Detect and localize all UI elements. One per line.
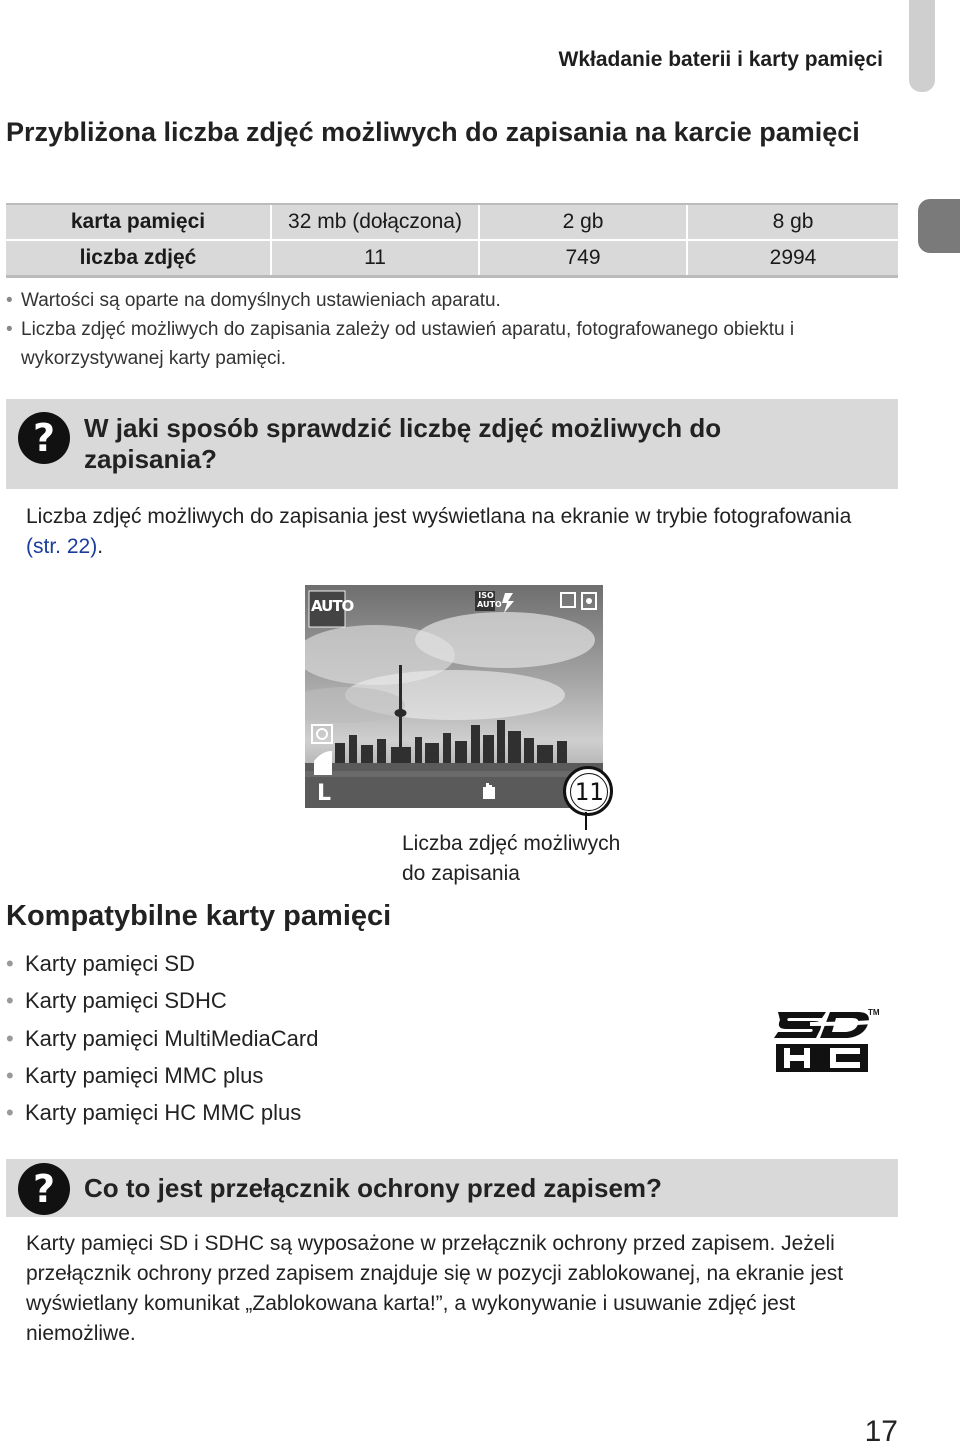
mode-indicator: AUTO — [311, 597, 354, 615]
list-item: • Karty pamięci MMC plus — [6, 1057, 318, 1094]
list-item: • Karty pamięci HC MMC plus — [6, 1094, 318, 1131]
question-answer: Karty pamięci SD i SDHC są wyposażone w przełącznik ochrony przed zapisem. Jeżeli przełącznik ochrony przed zapisem znajduje się w pozycji zablokowanej, na ekranie jest wyświetlany komunikat „Zablokowana karta!”, a wykonywanie i usuwanie zdjęć jest niemożliwe. — [26, 1232, 844, 1345]
capacity-table — [6, 203, 898, 278]
sdhc-logo — [774, 1008, 880, 1074]
bullet-icon: • — [6, 951, 14, 976]
question-icon: ? — [18, 1163, 70, 1215]
table-cell: 2 gb — [479, 204, 687, 240]
bullet-icon: • — [6, 290, 13, 311]
table-row — [6, 204, 898, 240]
note-item: • Wartości są oparte na domyślnych ustawieniach aparatu. — [6, 286, 886, 315]
table-cell: 11 — [271, 240, 479, 277]
bullet-icon: • — [6, 319, 13, 340]
table-cell: 8 gb — [687, 204, 898, 240]
page-number: 17 — [864, 1415, 898, 1448]
list-item: • Karty pamięci MultiMediaCard — [6, 1020, 318, 1057]
bullet-icon: • — [6, 988, 14, 1014]
sdhc-logo-graphic — [774, 1008, 880, 1074]
table-cell: 749 — [479, 240, 687, 277]
chapter-marker — [918, 199, 960, 253]
iso-indicator: ISO AUTO — [477, 591, 502, 609]
chapter-tab — [909, 0, 935, 92]
question-box — [6, 399, 898, 489]
table-cell: 2994 — [687, 240, 898, 277]
image-size-indicator: L — [317, 781, 332, 806]
list-item: • Karty pamięci SDHC — [6, 982, 318, 1019]
question-icon: ? — [18, 412, 70, 464]
card-types-list — [6, 945, 318, 1131]
running-header: Wkładanie baterii i karty pamięci — [558, 48, 883, 71]
question-box — [6, 1159, 898, 1217]
row-label: liczba zdjęć — [6, 240, 271, 277]
section-heading: Przybliżona liczba zdjęć możliwych do zapisania na karcie pamięci — [6, 117, 860, 147]
bullet-icon: • — [6, 1062, 14, 1088]
table-row — [6, 240, 898, 277]
list-item: • Karty pamięci SD — [6, 945, 318, 982]
camera-screen — [305, 585, 603, 808]
question-title: W jaki sposób sprawdzić liczbę zdjęć możliwych do zapisania? — [84, 413, 722, 474]
camera-screen-image — [305, 585, 603, 808]
row-label: karta pamięci — [6, 204, 271, 240]
note-item: • Liczba zdjęć możliwych do zapisania zależy od ustawień aparatu, fotografowanego obiektu i wykorzystywanej karty pamięci. — [6, 315, 886, 373]
bullet-icon: • — [6, 1025, 14, 1051]
table-cell: 32 mb (dołączona) — [271, 204, 479, 240]
bullet-icon: • — [6, 1100, 14, 1126]
notes-list — [6, 286, 886, 373]
shots-remaining-counter: 11 — [563, 766, 613, 816]
question-title: Co to jest przełącznik ochrony przed zapisem? — [84, 1173, 662, 1203]
callout-line — [585, 812, 587, 830]
page-link[interactable]: (str. 22) — [26, 535, 98, 558]
question-answer: Liczba zdjęć możliwych do zapisania jest wyświetlana na ekranie w trybie fotografowania (str. 22). — [26, 505, 852, 558]
screen-caption: Liczba zdjęć możliwych do zapisania — [402, 832, 621, 885]
trademark-mark: TM — [868, 1008, 880, 1017]
section-heading: Kompatybilne karty pamięci — [6, 900, 392, 932]
